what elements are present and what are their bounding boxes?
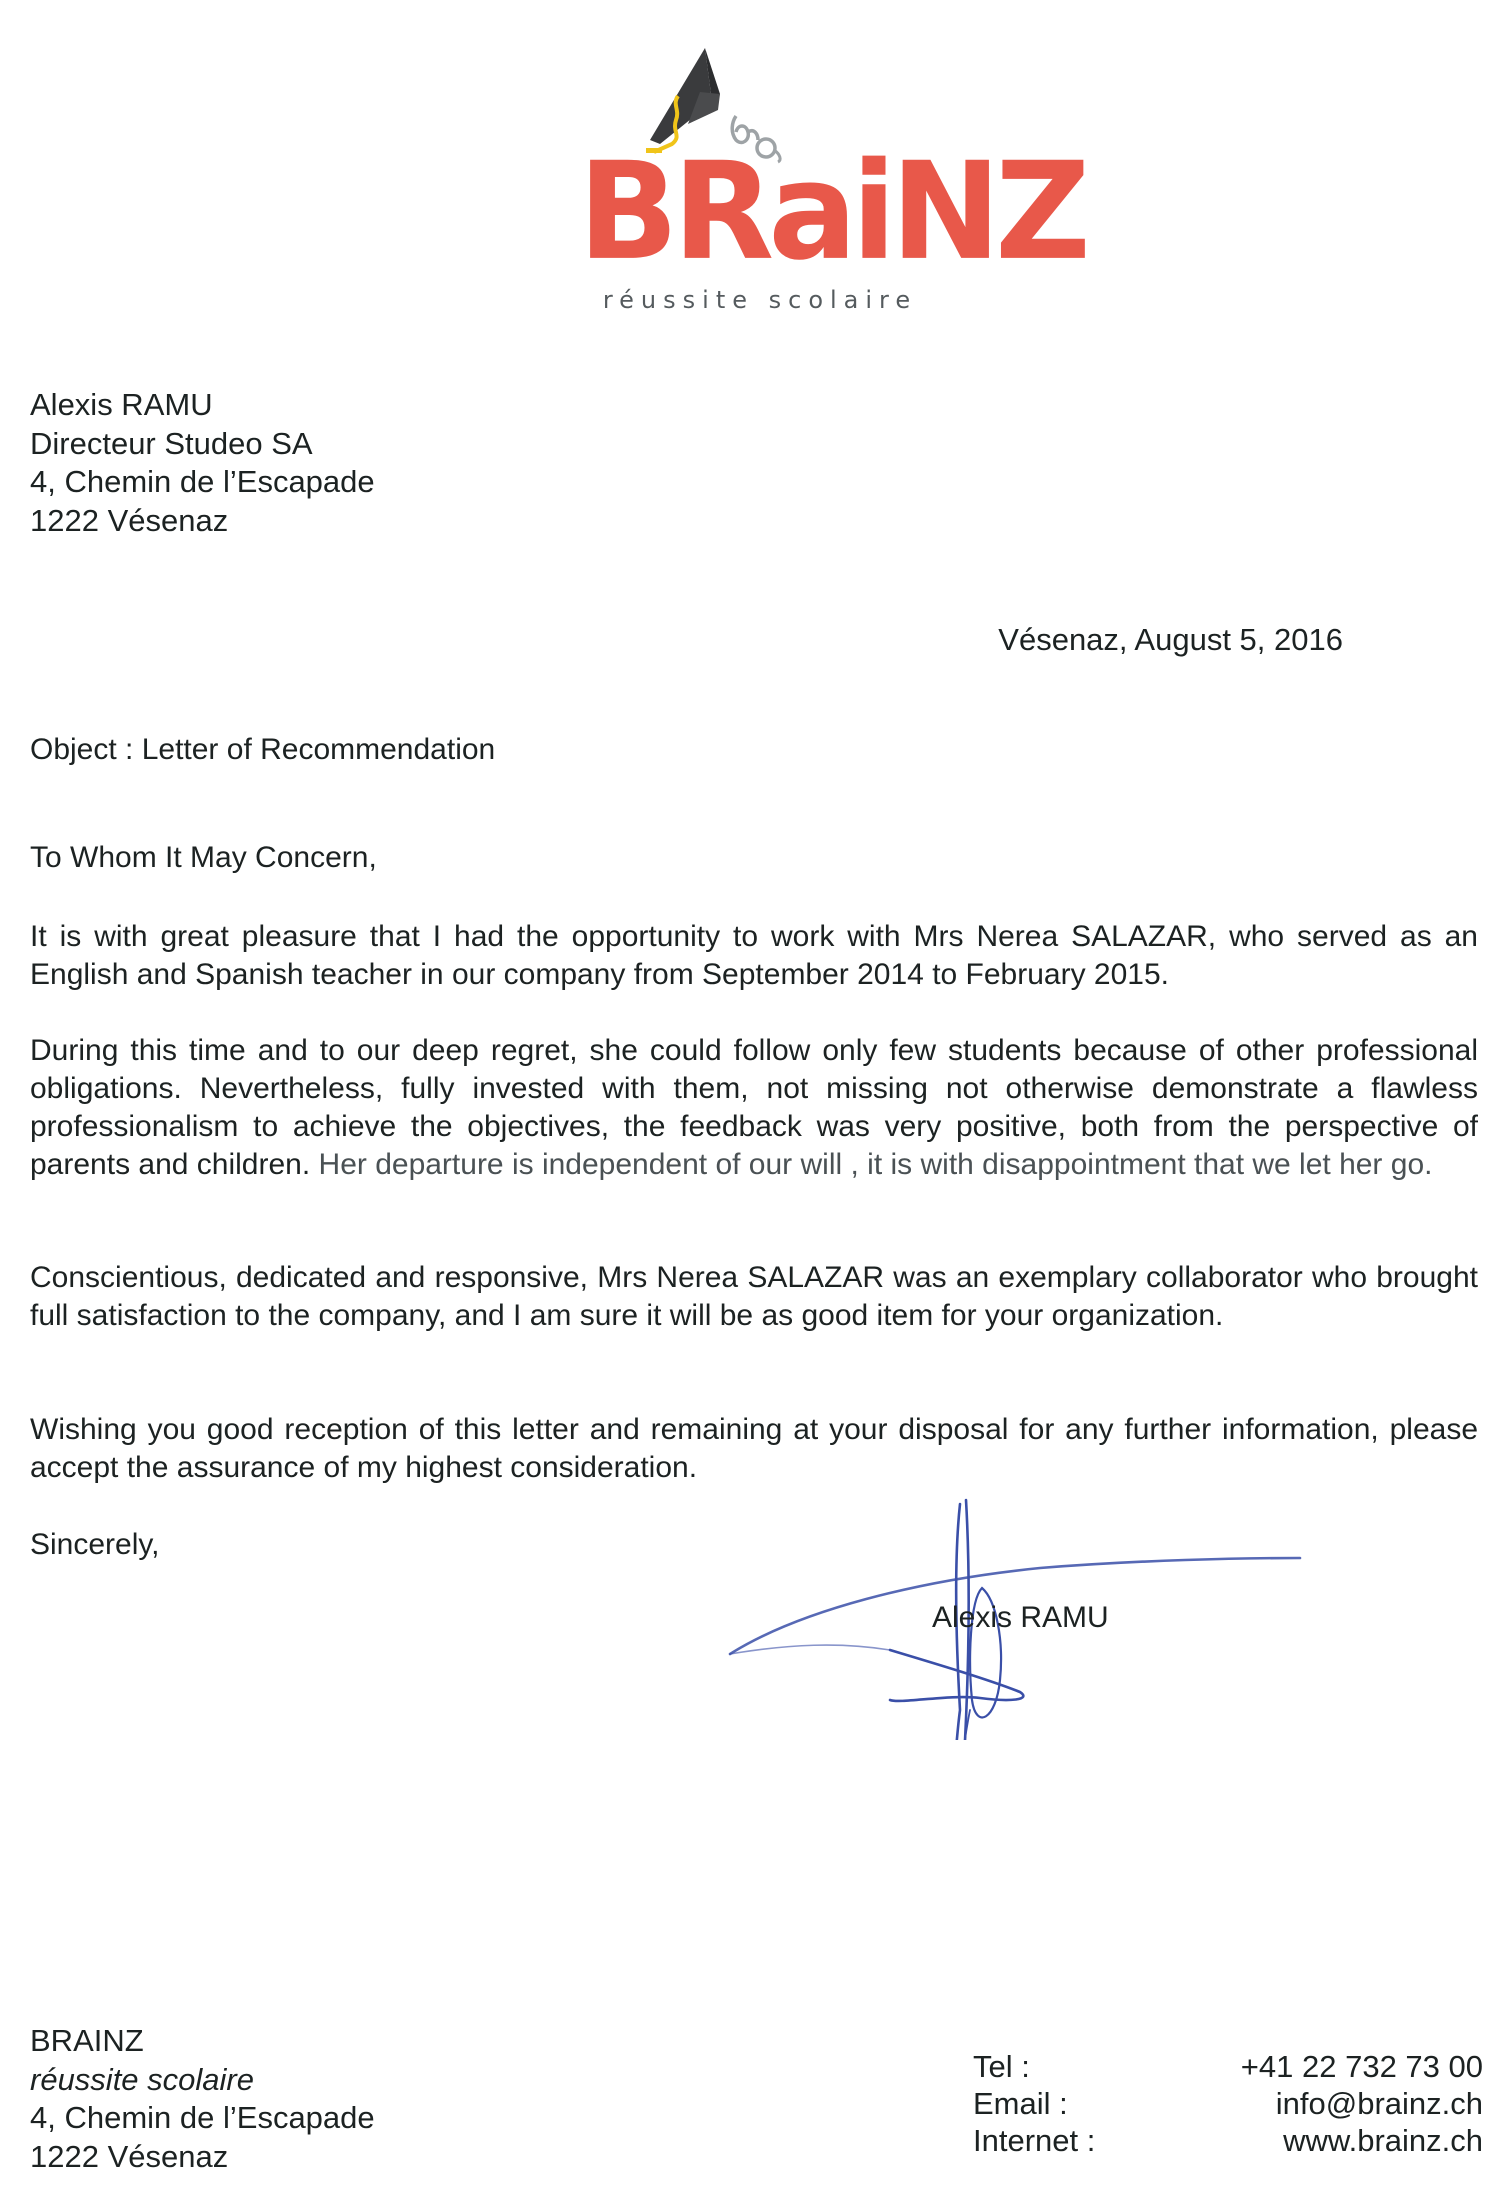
paragraph-text-muted: Her departure is independent of our will , it is with disappointment that we let her go. [310, 1148, 1433, 1181]
brand-tagline: réussite scolaire [602, 286, 918, 314]
footer-company-name: BRAINZ [30, 2023, 144, 2058]
brand-wordmark: BRaiNZ [578, 133, 1085, 291]
recipient-street: 4, Chemin de l’Escapade [30, 464, 375, 499]
contact-row-email [973, 2085, 1483, 2122]
phone-number: +41 22 732 73 00 [1240, 2049, 1483, 2084]
paragraph-text: During this time and to our deep regret, she could follow only few students because of other professional obligations. Nevertheless, fully invested with them, not missing not otherwise demonstrate a flawless professionalism to achieve the objectives, the feedback was very positive, both from the perspective of parents and children. [30, 1034, 1478, 1181]
recipient-name: Alexis RAMU [30, 387, 213, 422]
body-paragraph [30, 1032, 1478, 1184]
closing: Sincerely, [30, 1528, 160, 1561]
body-paragraph: Wishing you good reception of this letter and remaining at your disposal for any further information, please accept the assurance of my highest consideration. [30, 1413, 1478, 1484]
handwritten-signature [720, 1460, 1320, 1740]
contact-label: Email : [973, 2086, 1068, 2121]
footer-company-city: 1222 Vésenaz [30, 2138, 229, 2174]
footer-company-tagline: réussite scolaire [30, 2061, 254, 2097]
footer-contact-info [973, 2048, 1483, 2159]
date-line: Vésenaz, August 5, 2016 [998, 622, 1343, 657]
footer-company-street: 4, Chemin de l’Escapade [30, 2100, 375, 2135]
website-url: www.brainz.ch [1283, 2123, 1483, 2158]
contact-row-website [973, 2122, 1483, 2159]
subject-line: Object : Letter of Recommendation [30, 733, 496, 766]
body-paragraph: It is with great pleasure that I had the opportunity to work with Mrs Nerea SALAZAR, who served as an English and Spanish teacher in our company from September 2014 to February 2015. [30, 920, 1478, 991]
contact-row-phone [973, 2048, 1483, 2085]
signer-name: Alexis RAMU [932, 1601, 1109, 1634]
brand-logo [560, 30, 1085, 330]
recipient-address [30, 386, 375, 540]
footer-company-address [30, 2022, 375, 2176]
contact-label: Internet : [973, 2123, 1096, 2158]
salutation: To Whom It May Concern, [30, 841, 377, 874]
recipient-title: Directeur Studeo SA [30, 425, 313, 461]
recipient-city: 1222 Vésenaz [30, 502, 229, 538]
contact-label: Tel : [973, 2049, 1030, 2084]
email-address: info@brainz.ch [1275, 2086, 1483, 2121]
body-paragraph: Conscientious, dedicated and responsive, Mrs Nerea SALAZAR was an exemplary collaborator who brought full satisfaction to the company, and I am sure it will be as good item for your organization. [30, 1261, 1478, 1332]
